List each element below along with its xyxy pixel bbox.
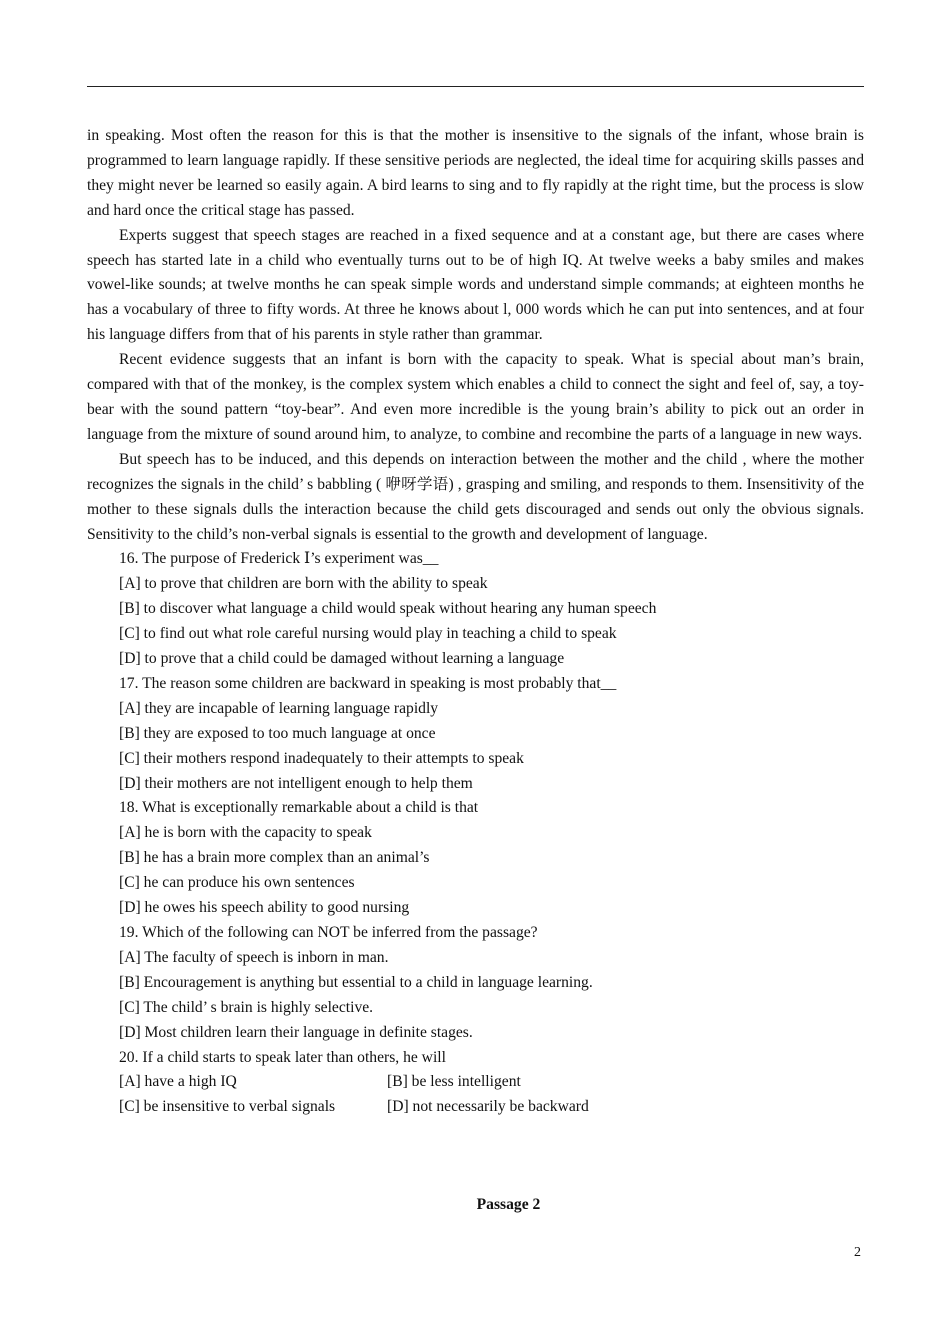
question-19-option-b: [B] Encouragement is anything but essential to a child in language learning. [119, 973, 593, 991]
question-16-option-d: [D] to prove that a child could be damaged without learning a language [119, 650, 565, 668]
question-19-option-a: [A] The faculty of speech is inborn in man. [119, 948, 389, 966]
question-18-stem: 18. What is exceptionally remarkable about a child is that [119, 799, 479, 817]
question-20-options-row [87, 1070, 864, 1095]
question-18-option-c: [C] he can produce his own sentences [119, 874, 355, 892]
question-20-stem: 20. If a child starts to speak later than others, he will [119, 1048, 446, 1066]
header-rule [87, 86, 864, 87]
question-20-option-d: [D] not necessarily be backward [387, 1098, 589, 1116]
question-18-option-d: [D] he owes his speech ability to good nursing [119, 899, 410, 917]
question-20-option-c: [C] be insensitive to verbal signals [119, 1098, 336, 1116]
question-16-option-a: [A] to prove that children are born with the ability to speak [119, 575, 488, 593]
question-16-option-c: [C] to find out what role careful nursing would play in teaching a child to speak [119, 625, 617, 643]
question-16-option-b: [B] to discover what language a child would speak without hearing any human speech [119, 600, 657, 618]
passage-paragraph: Experts suggest that speech stages are reached in a fixed sequence and at a constant age, but there are cases where speech has started late in a child who eventually turns out to be of high IQ. At twelve weeks a baby smiles and makes vowel-like sounds; at twelve months he can speak simple words and understand simple commands; at eighteen months he has a vocabulary of three to fifty words. At three he knows about l, 000 words which he can put into sentences, and at four his language differs from that of his parents in style rather than grammar. [87, 226, 864, 344]
page-number: 2 [854, 1245, 861, 1260]
passage-paragraph: in speaking. Most often the reason for this is that the mother is insensitive to the signals of the infant, whose brain is programmed to learn language rapidly. If these sensitive periods are neglected, the ideal time for acquiring skills passes and they might never be learned so easily again. A bird learns to sing and to fly rapidly at the right time, but the process is slow and hard once the critical stage has passed. [87, 127, 864, 219]
passage-paragraph: But speech has to be induced, and this depends on interaction between the mother and the child , where the mother recognizes the signals in the child’ s babbling ( 咿呀学语) , grasping and smiling, and responds to them. Insensitivity of the mother to these signals dulls the interaction because the child gets discouraged and sends out only the obvious signals. Sensitivity to the child’s non-verbal signals is essential to the growth and development of language. [87, 450, 864, 543]
question-18-option-a: [A] he is born with the capacity to speak [119, 824, 372, 842]
passage-paragraph: Recent evidence suggests that an infant is born with the capacity to speak. What is special about man’s brain, compared with that of the monkey, is the complex system which enables a child to connect the sight and feel of, say, a toy-bear with the sound pattern “toy-bear”. And even more incredible is the young brain’s ability to pick out an order in language from the mixture of sound around him, to analyze, to combine and recombine the parts of a language in new ways. [87, 351, 864, 443]
question-20-option-b: [B] be less intelligent [387, 1073, 521, 1091]
question-16-stem: 16. The purpose of Frederick Ⅰ’s experiment was__ [119, 550, 439, 568]
document-body [87, 124, 864, 1120]
passage-title: Passage 2 [476, 1196, 541, 1213]
question-20-options-row [87, 1095, 864, 1120]
question-17-option-a: [A] they are incapable of learning language rapidly [119, 699, 439, 717]
question-19-option-c: [C] The child’ s brain is highly selective. [119, 998, 374, 1016]
question-18-option-b: [B] he has a brain more complex than an animal’s [119, 849, 430, 867]
question-20-option-a: [A] have a high IQ [119, 1073, 237, 1091]
question-17-option-d: [D] their mothers are not intelligent enough to help them [119, 774, 473, 792]
question-19-stem: 19. Which of the following can NOT be inferred from the passage? [119, 924, 538, 941]
question-17-stem: 17. The reason some children are backward in speaking is most probably that__ [119, 674, 617, 692]
question-17-option-b: [B] they are exposed to too much language at once [119, 724, 436, 742]
question-19-option-d: [D] Most children learn their language in definite stages. [119, 1023, 473, 1041]
question-17-option-c: [C] their mothers respond inadequately to their attempts to speak [119, 749, 524, 767]
